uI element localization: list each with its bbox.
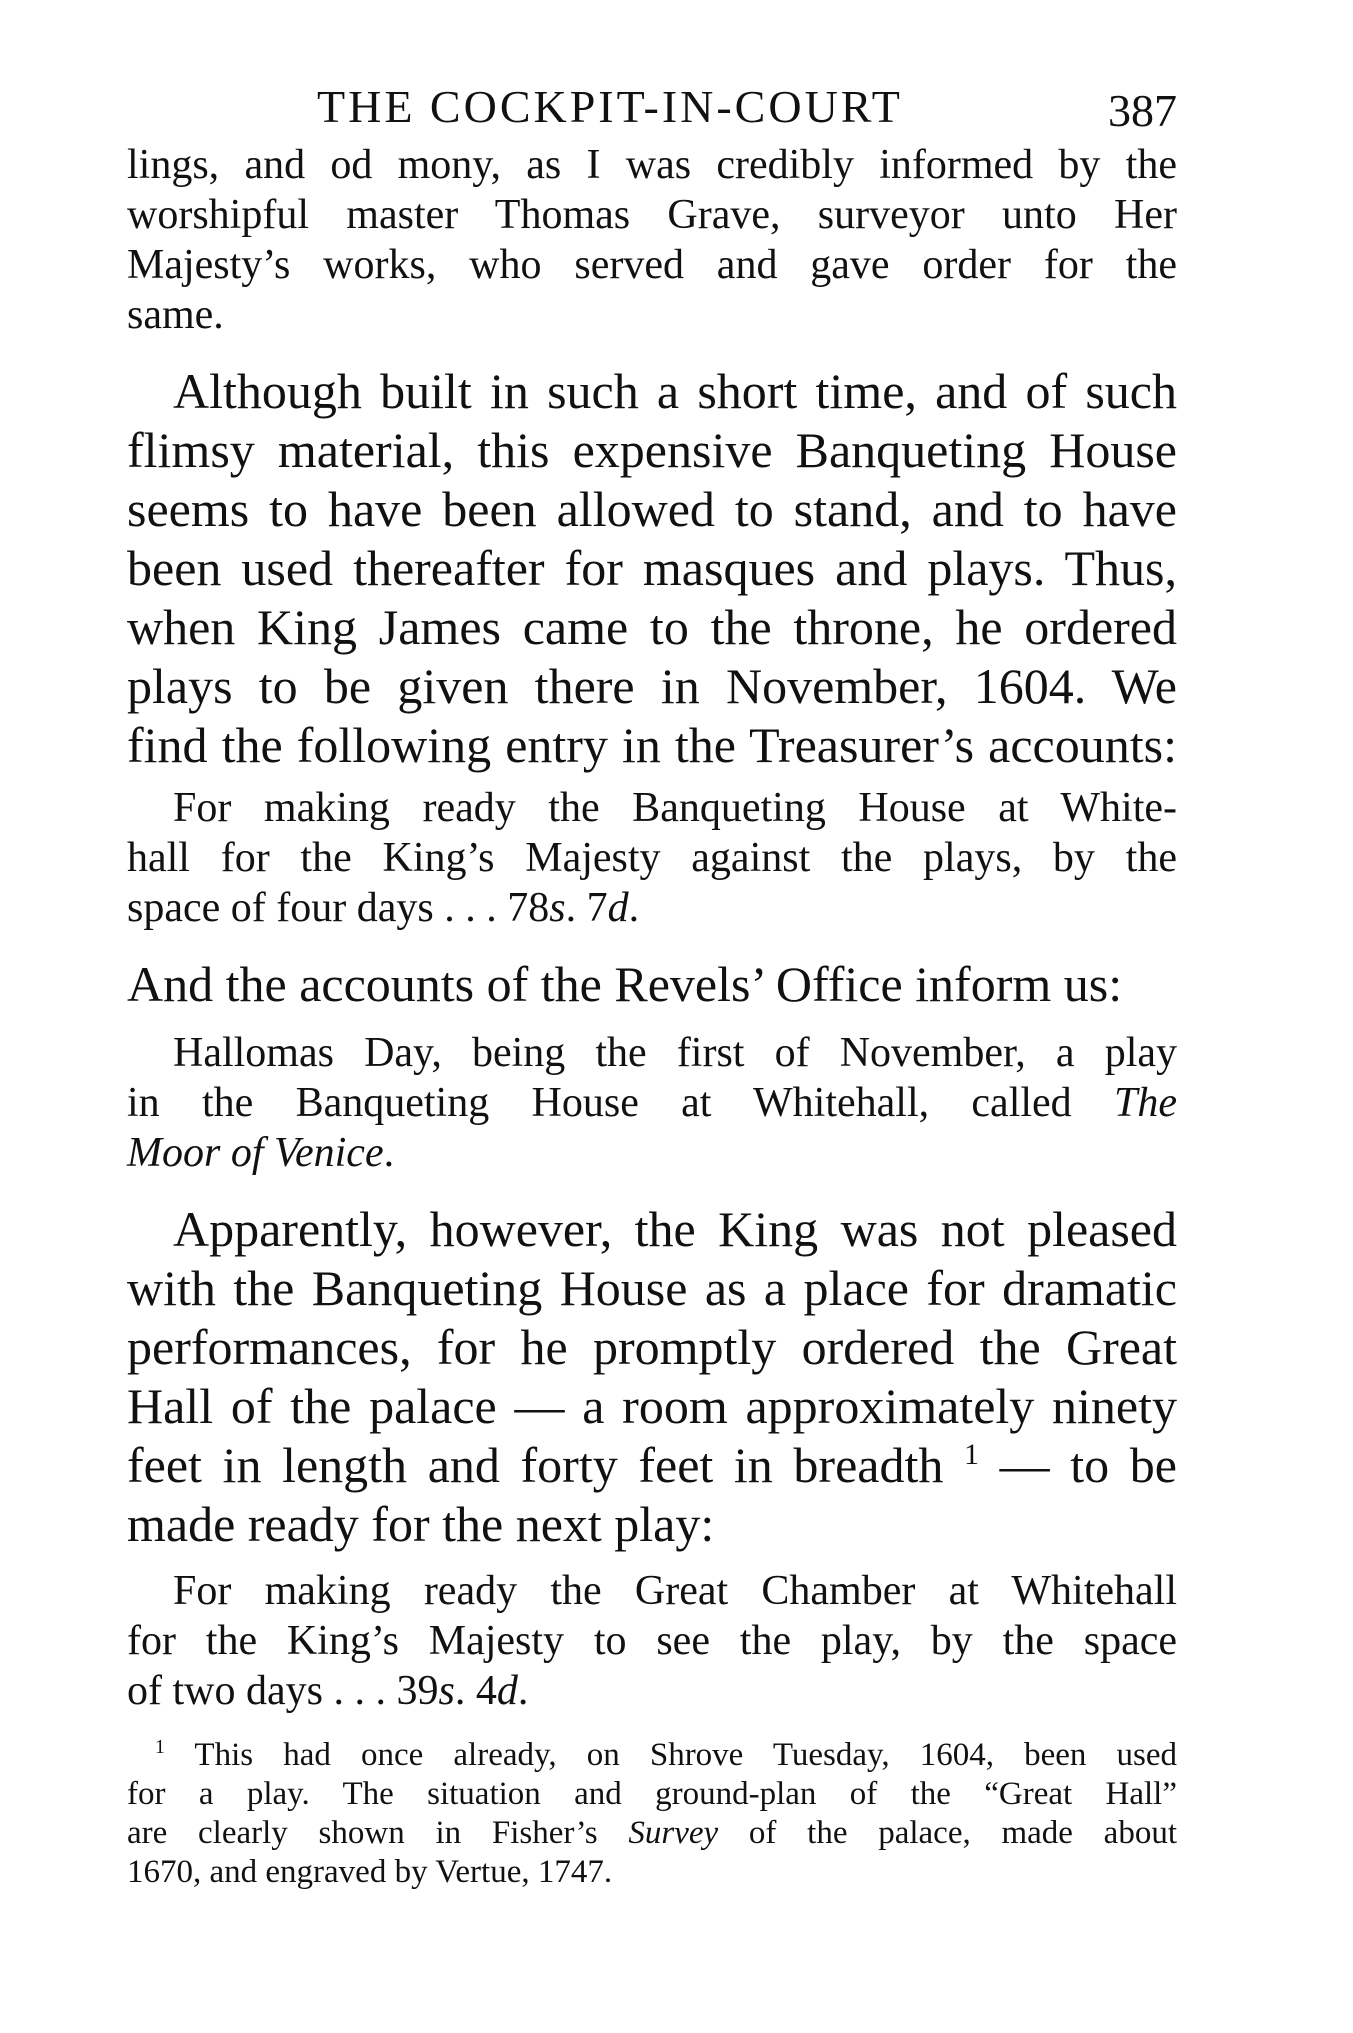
text-line: with the Banqueting House as a place for dramatic <box>127 1260 1177 1316</box>
pence-abbrev: d <box>496 1668 518 1714</box>
text-span: . 7 <box>565 885 608 931</box>
running-title: THE COCKPIT-IN-COURT <box>317 81 903 132</box>
text-line <box>127 1128 1177 1178</box>
text-line: lings, and od mony, as I was credibly informed by the <box>127 142 1177 188</box>
text-line: worshipful master Thomas Grave, surveyor unto Her <box>127 192 1177 238</box>
page-number: 387 <box>1108 85 1177 136</box>
text-line: for the King’s Majesty to see the play, by the space <box>127 1618 1177 1664</box>
paragraph-banqueting-house <box>127 362 1177 775</box>
text-line: For making ready the Great Chamber at Whitehall <box>173 1568 1177 1614</box>
text-line: flimsy material, this expensive Banqueting House <box>127 422 1177 478</box>
shillings-abbrev: s <box>438 1668 455 1714</box>
footnote-number: 1 <box>155 1736 165 1759</box>
quote-revels-accounts <box>127 1028 1177 1178</box>
text-span: This had once already, on Shrove Tuesday, 1604, been used <box>164 1737 1177 1773</box>
text-line: been used thereafter for masques and plays. Thus, <box>127 540 1177 596</box>
play-title: The <box>1114 1080 1177 1126</box>
text-span: of two days . . . 39 <box>127 1668 439 1714</box>
text-line: find the following entry in the Treasurer’s accounts: <box>127 717 1177 773</box>
text-line: Hallomas Day, being the first of November, a play <box>173 1030 1177 1076</box>
footnote-line: for a play. The situation and ground-plan of the “Great Hall” <box>127 1776 1177 1812</box>
text-line <box>127 883 1177 933</box>
text-line: And the accounts of the Revels’ Office inform us: <box>127 956 1123 1012</box>
text-line: seems to have been allowed to stand, and to have <box>127 481 1177 537</box>
text-line <box>127 1078 1177 1128</box>
text-span: feet in length and forty feet in breadth <box>127 1437 964 1493</box>
text-span: space of four days . . . 78 <box>127 885 550 931</box>
footnote-marker: 1 <box>964 1438 979 1471</box>
text-line: when King James came to the throne, he ordered <box>127 599 1177 655</box>
running-head <box>127 0 1177 140</box>
text-span: — to be <box>979 1437 1177 1493</box>
paragraph-great-hall <box>127 1200 1177 1554</box>
text-span: . <box>628 885 640 931</box>
paragraph-revels-office <box>127 955 1177 1014</box>
quote-great-chamber <box>127 1566 1177 1716</box>
text-span: in the Banqueting House at Whitehall, called <box>127 1080 1114 1126</box>
text-line: Hall of the palace — a room approximately ninety <box>127 1378 1177 1434</box>
text-line: Apparently, however, the King was not pleased <box>173 1201 1177 1257</box>
text-line: Majesty’s works, who served and gave order for the <box>127 242 1177 288</box>
footnote-line <box>127 1736 1177 1775</box>
shillings-abbrev: s <box>549 885 566 931</box>
survey-title: Survey <box>628 1815 719 1851</box>
play-title: Moor of Venice <box>127 1130 384 1176</box>
text-line <box>127 1436 1177 1495</box>
pence-abbrev: d <box>607 885 629 931</box>
text-span: . <box>383 1130 395 1176</box>
footnote-line: 1670, and engraved by Vertue, 1747. <box>127 1854 613 1890</box>
footnote-line <box>127 1814 1177 1853</box>
text-line: made ready for the next play: <box>127 1496 715 1552</box>
paragraph-continued <box>127 140 1177 340</box>
quote-treasurer-accounts <box>127 783 1177 933</box>
text-line: same. <box>127 292 224 338</box>
text-span: . <box>517 1668 529 1714</box>
text-line <box>127 1666 1177 1716</box>
book-page <box>127 0 1177 1892</box>
text-span: are clearly shown in Fisher’s <box>127 1815 629 1851</box>
text-line: For making ready the Banqueting House at White- <box>173 785 1177 831</box>
text-line: performances, for he promptly ordered the Great <box>127 1319 1177 1375</box>
text-line: hall for the King’s Majesty against the plays, by the <box>127 835 1177 881</box>
text-span: of the palace, made about <box>718 1815 1177 1851</box>
text-span: . 4 <box>454 1668 497 1714</box>
footnote <box>127 1736 1177 1892</box>
text-line: plays to be given there in November, 1604. We <box>127 658 1177 714</box>
text-line: Although built in such a short time, and of such <box>173 363 1177 419</box>
